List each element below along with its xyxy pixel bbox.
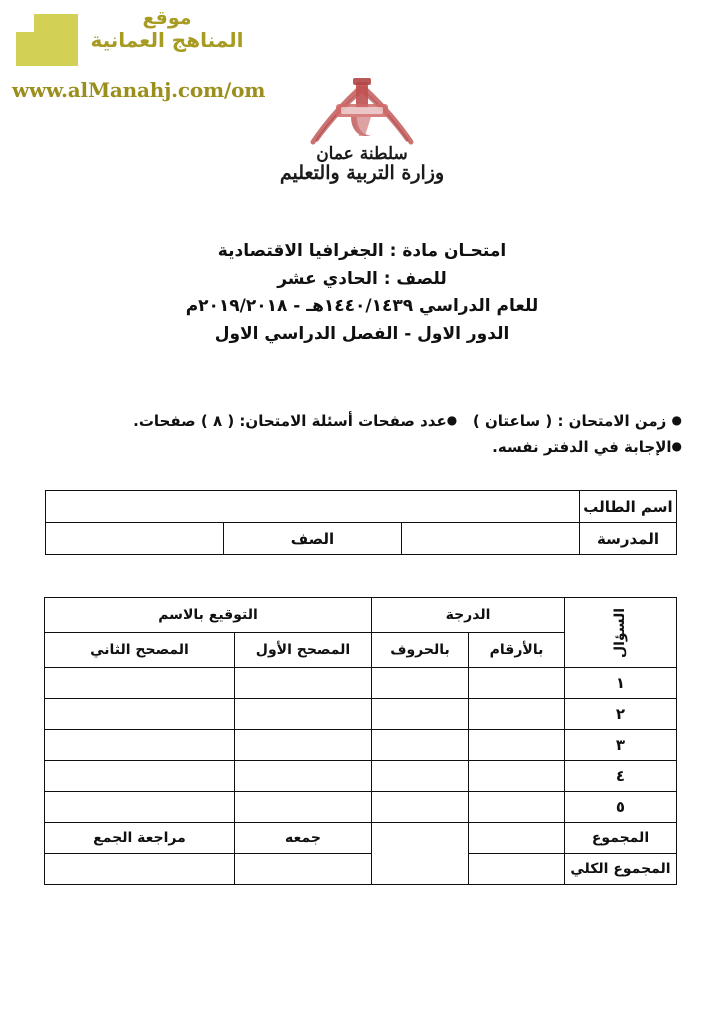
question-column-header-label: السؤال bbox=[612, 607, 629, 658]
grade-letters-cell[interactable] bbox=[371, 761, 468, 792]
grade-numbers-cell[interactable] bbox=[469, 730, 565, 761]
student-name-label: اسم الطالب bbox=[580, 491, 677, 523]
table-row bbox=[44, 668, 676, 699]
total-marker-first-cell: جمعه bbox=[234, 823, 371, 854]
logo-block-lower bbox=[16, 32, 46, 66]
grade-letters-cell[interactable] bbox=[371, 668, 468, 699]
marker-first-cell[interactable] bbox=[234, 761, 371, 792]
class-label: الصف bbox=[224, 523, 402, 555]
signature-group-header: التوقيع بالاسم bbox=[44, 598, 371, 633]
question-number: ٢ bbox=[565, 699, 677, 730]
table-header-row bbox=[44, 598, 676, 633]
site-name-line2: المناهج العمانية bbox=[90, 28, 244, 53]
grand-total-numbers-cell[interactable] bbox=[469, 854, 565, 885]
site-logo-mark-icon bbox=[16, 14, 78, 66]
ministry-header bbox=[0, 74, 724, 184]
grade-letters-cell[interactable] bbox=[371, 699, 468, 730]
country-label: سلطنة عمان bbox=[316, 144, 408, 164]
table-row bbox=[46, 523, 677, 555]
total-letters-cell[interactable] bbox=[371, 823, 468, 885]
student-info-table bbox=[45, 490, 677, 555]
table-row-total bbox=[44, 823, 676, 854]
exam-subject-line: امتحـان مادة : الجغرافيا الاقتصادية bbox=[217, 241, 507, 261]
grand-total-label: المجموع الكلي bbox=[565, 854, 677, 885]
table-row bbox=[46, 491, 677, 523]
instruction-line-duration bbox=[42, 408, 682, 434]
exam-grade-line: للصف : الحادي عشر bbox=[277, 268, 447, 289]
total-numbers-cell[interactable] bbox=[469, 823, 565, 854]
bullet-icon: ● bbox=[446, 413, 458, 427]
ministry-text bbox=[0, 146, 724, 184]
grade-numbers-cell[interactable] bbox=[469, 668, 565, 699]
school-label: المدرسة bbox=[580, 523, 677, 555]
marker-first-header: المصحح الأول bbox=[234, 633, 371, 668]
marker-first-cell[interactable] bbox=[234, 699, 371, 730]
total-label: المجموع bbox=[565, 823, 677, 854]
grade-letters-cell[interactable] bbox=[371, 730, 468, 761]
question-number: ٣ bbox=[565, 730, 677, 761]
marker-first-cell[interactable] bbox=[234, 668, 371, 699]
marker-second-cell[interactable] bbox=[44, 668, 234, 699]
grade-numbers-cell[interactable] bbox=[469, 699, 565, 730]
exam-instructions bbox=[42, 408, 682, 461]
instruction-line-answer bbox=[42, 434, 682, 460]
grades-table bbox=[44, 597, 677, 885]
grade-group-header: الدرجة bbox=[371, 598, 564, 633]
school-field[interactable] bbox=[402, 523, 580, 555]
table-row bbox=[44, 792, 676, 823]
exam-session-line: الدور الاول - الفصل الدراسي الاول bbox=[214, 323, 510, 344]
grade-numbers-header: بالأرقام bbox=[469, 633, 565, 668]
student-name-field[interactable] bbox=[46, 491, 580, 523]
instruction-answer-text: الإجابة في الدفتر نفسه. bbox=[492, 438, 672, 457]
marker-second-header: المصحح الثاني bbox=[44, 633, 234, 668]
marker-second-cell[interactable] bbox=[44, 699, 234, 730]
site-name bbox=[80, 8, 254, 52]
marker-first-cell[interactable] bbox=[234, 730, 371, 761]
bullet-icon: ● bbox=[671, 439, 682, 454]
ministry-label: وزارة التربية والتعليم bbox=[279, 161, 445, 184]
grand-total-marker-first-cell[interactable] bbox=[234, 854, 371, 885]
marker-first-cell[interactable] bbox=[234, 792, 371, 823]
grade-letters-cell[interactable] bbox=[371, 792, 468, 823]
grade-letters-header: بالحروف bbox=[371, 633, 468, 668]
marker-second-cell[interactable] bbox=[44, 730, 234, 761]
site-name-line1: موقع bbox=[142, 7, 192, 29]
instruction-pagecount-text: عدد صفحات أسئلة الامتحان: ( ٨ ) صفحات. bbox=[133, 412, 447, 430]
table-row bbox=[44, 730, 676, 761]
marker-second-cell[interactable] bbox=[44, 792, 234, 823]
exam-year-line: للعام الدراسي ١٤٤٠/١٤٣٩هـ - ٢٠١٩/٢٠١٨م bbox=[185, 296, 539, 317]
grade-numbers-cell[interactable] bbox=[469, 792, 565, 823]
instruction-duration-text: زمن الامتحان : ( ساعتان ) bbox=[472, 412, 667, 430]
oman-national-emblem-icon bbox=[303, 74, 421, 150]
question-column-header bbox=[565, 598, 677, 668]
grand-total-marker-second-cell[interactable] bbox=[44, 854, 234, 885]
class-field[interactable] bbox=[46, 523, 224, 555]
exam-title-block bbox=[0, 238, 724, 348]
question-number: ٥ bbox=[565, 792, 677, 823]
question-number: ٤ bbox=[565, 761, 677, 792]
table-row bbox=[44, 761, 676, 792]
table-row-grand-total bbox=[44, 854, 676, 885]
marker-second-cell[interactable] bbox=[44, 761, 234, 792]
site-url[interactable]: www.alManahj.com/om bbox=[12, 78, 266, 102]
question-number: ١ bbox=[565, 668, 677, 699]
total-marker-second-cell: مراجعة الجمع bbox=[44, 823, 234, 854]
table-row bbox=[44, 699, 676, 730]
bullet-icon: ● bbox=[671, 413, 682, 427]
grade-numbers-cell[interactable] bbox=[469, 761, 565, 792]
